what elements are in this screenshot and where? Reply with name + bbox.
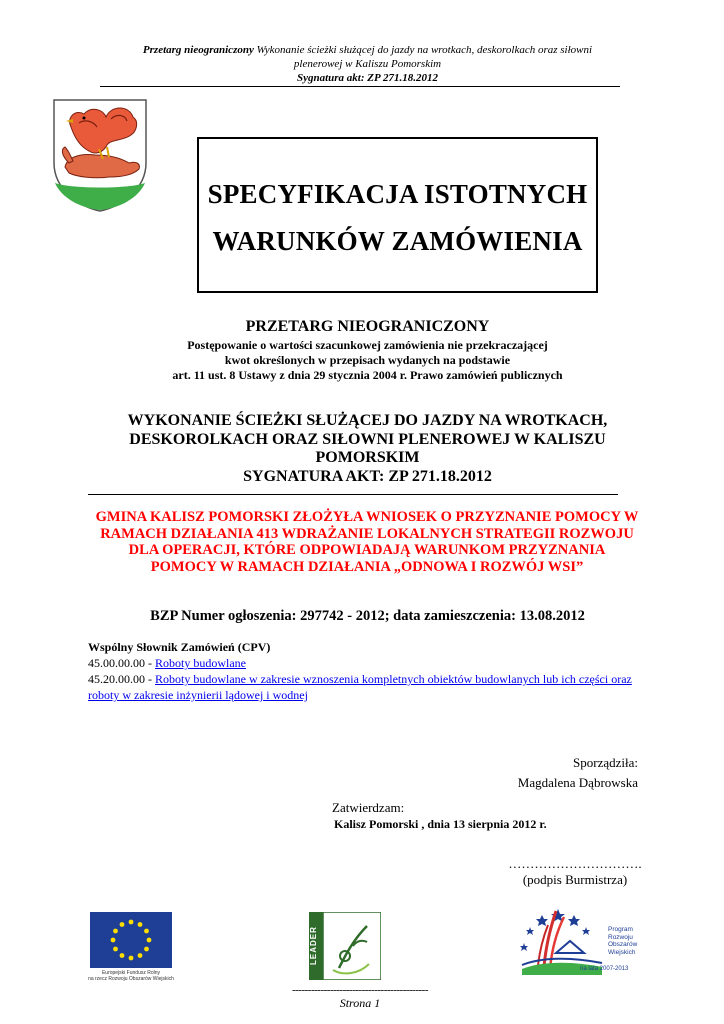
- subject-line2: DESKOROLKACH ORAZ SIŁOWNI PLENEROWEJ W KALISZU: [129, 430, 606, 448]
- procedure-line2: kwot określonych w przepisach wydanych na podstawie: [224, 353, 511, 367]
- coat-of-arms-icon: [51, 97, 149, 213]
- procedure-line3: art. 11 ust. 8 Ustawy z dnia 29 stycznia 2004 r. Prawo zamówień publicznych: [172, 368, 563, 382]
- prepared-by: [518, 755, 638, 791]
- funding-line4: POMOCY W RAMACH DZIAŁANIA „ODNOWA I ROZWÓJ WSI”: [150, 558, 584, 575]
- cpv-item: [88, 655, 648, 671]
- signature-caption: (podpis Burmistrza): [522, 872, 628, 887]
- cpv-item-continued: [88, 687, 648, 703]
- page-header: [100, 43, 635, 85]
- prow-line2: Rozwoju: [608, 933, 633, 941]
- eu-caption: [76, 970, 186, 982]
- prepared-label: Sporządziła:: [573, 755, 638, 770]
- procedure-line1: Postępowanie o wartości szacunkowej zamówienia nie przekraczającej: [187, 338, 548, 352]
- header-divider: [100, 86, 620, 87]
- subject-line4: SYGNATURA AKT: ZP 271.18.2012: [243, 467, 492, 485]
- cpv-code: 45.20.00.00 -: [88, 672, 155, 686]
- prow-line4: Wiejskich: [608, 948, 636, 956]
- approval-label: Zatwierdzam:: [332, 800, 405, 815]
- prow-line3: Obszarów: [608, 941, 638, 948]
- title-line1: SPECYFIKACJA ISTOTNYCH: [207, 179, 588, 209]
- approval-place-date: Kalisz Pomorski , dnia 13 sierpnia 2012 r.: [334, 817, 547, 831]
- bzp-notice: BZP Numer ogłoszenia: 297742 - 2012; data zamieszczenia: 13.08.2012: [150, 608, 585, 624]
- procedure-text: [100, 338, 635, 383]
- footer-dashes: -------------------------------------------: [291, 984, 428, 996]
- leader-text: LEADER: [309, 926, 318, 966]
- eu-caption-line1: Europejski Fundusz Rolny: [101, 970, 161, 976]
- cpv-link-wznoszenie-obiektow[interactable]: Roboty budowlane w zakresie wznoszenia kompletnych obiektów budowlanych lub ich części oraz: [155, 672, 632, 686]
- eu-flag-icon: [90, 912, 172, 968]
- header-line1: Wykonanie ścieżki służącej do jazdy na wrotkach, deskorolkach oraz siłowni: [253, 44, 593, 56]
- eu-caption-line2: na rzecz Rozwoju Obszarów Wiejskich: [88, 976, 174, 982]
- funding-line3: DLA OPERACJI, KTÓRE ODPOWIADAJĄ WARUNKOM PRZYZNANIA: [128, 542, 606, 558]
- subject-block: [80, 412, 655, 486]
- prow-line1: Program: [608, 926, 633, 933]
- signature-dots: ………………………….: [508, 856, 642, 871]
- title-line2: WARUNKÓW ZAMÓWIENIA: [212, 226, 583, 256]
- header-line2: plenerowej w Kaliszu Pomorskim: [293, 58, 442, 70]
- cpv-link-inzynieria[interactable]: roboty w zakresie inżynierii lądowej i wodnej: [88, 688, 308, 702]
- funding-notice: [78, 509, 656, 575]
- title-box: [197, 137, 598, 293]
- prepared-name: Magdalena Dąbrowska: [517, 775, 638, 790]
- mayor-signature: [500, 856, 650, 888]
- cpv-item: [88, 671, 648, 687]
- header-signature: Sygnatura akt: ZP 271.18.2012: [296, 72, 439, 84]
- subject-line3: POMORSKIM: [315, 449, 420, 466]
- page-number: Strona 1: [339, 996, 381, 1010]
- prow-text: [608, 926, 637, 956]
- procedure-heading: PRZETARG NIEOGRANICZONY: [245, 318, 490, 335]
- subject-divider: [88, 494, 618, 495]
- cpv-code: 45.00.00.00 -: [88, 656, 155, 670]
- cpv-heading: Wspólny Słownik Zamówień (CPV): [88, 640, 271, 654]
- funding-line1: GMINA KALISZ POMORSKI ZŁOŻYŁA WNIOSEK O PRZYZNANIE POMOCY W: [95, 509, 639, 525]
- prow-years: na lata 2007-2013: [580, 966, 629, 972]
- header-label: Przetarg nieograniczony: [142, 44, 254, 56]
- cpv-link-roboty-budowlane[interactable]: Roboty budowlane: [155, 656, 246, 670]
- funding-line2: RAMACH DZIAŁANIA 413 WDRAŻANIE LOKALNYCH STRATEGII ROZWOJU: [100, 525, 634, 542]
- cpv-section: [88, 639, 648, 703]
- subject-line1: WYKONANIE ŚCIEŻKI SŁUŻĄCEJ DO JAZDY NA WROTKACH,: [127, 412, 608, 429]
